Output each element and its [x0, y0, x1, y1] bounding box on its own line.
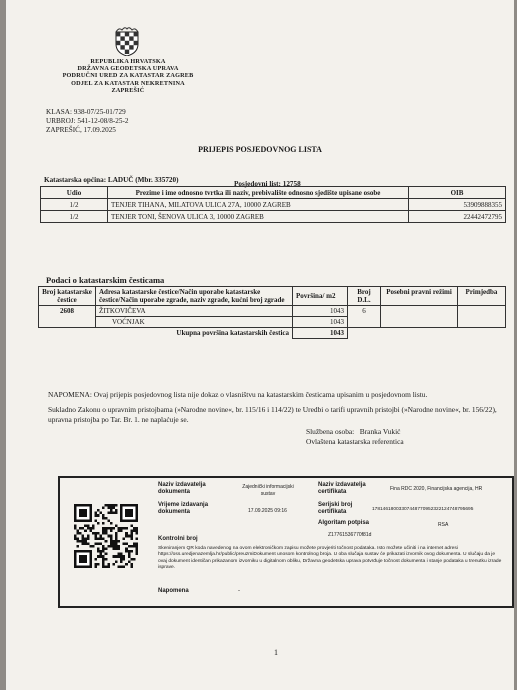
issuer-value: Zajednički informacijski sustav [242, 484, 294, 497]
document-title: PRIJEPIS POSJEDOVNOG LISTA [198, 145, 322, 154]
e-document-box [58, 476, 514, 608]
page-number: 1 [274, 648, 278, 657]
owner-cell: TENJER TIHANA, MILATOVA ULICA 27A, 10000 ZAGREB [108, 199, 409, 211]
remark-value: - [238, 588, 240, 594]
note-fee: Sukladno Zakonu o upravnim pristojbama (»Narodne novine«, br. 115/16 i 114/22) te Uredbi o tarifi upravnih pristojbi (»Narodne novine«, br. 156/22), upravna pristojba po Tar. Br. 1. ne naplaćuje se. [48, 405, 497, 424]
urbroj: URBROJ: 541-12-08/8-25-2 [46, 117, 129, 125]
control-label: Kontrolni broj [158, 536, 198, 542]
table-header-row [41, 187, 506, 199]
table-row [41, 199, 506, 211]
official-signature [306, 427, 404, 447]
table-header-row [39, 287, 506, 306]
document-page [6, 0, 514, 690]
municipality-label: Katastarska općina: [44, 176, 107, 184]
sheet-label: Posjedovni list: [234, 180, 281, 188]
serial-value: 17814618003307448770952322124748795695 [372, 507, 474, 512]
header-line: PODRUČNI URED ZA KATASTAR ZAGREB [62, 72, 194, 80]
remark-label: Napomena [158, 588, 189, 594]
table-row [41, 211, 506, 223]
share-cell: 1/2 [41, 199, 108, 211]
header-line: ZAPREŠIĆ [111, 86, 145, 94]
municipality-value: LADUČ (Mbr. 335720) [107, 176, 179, 184]
klasa: KLASA: 938-07/25-01/729 [46, 108, 126, 116]
coat-of-arms-icon [114, 26, 140, 56]
column-header: Prezime i ime odnosno tvrtka ili naziv, prebivalište odnosno sjedište upisane osobe [108, 187, 409, 199]
parcel-use: VOĆNJAK [96, 317, 293, 328]
sheet-value: 12758 [282, 180, 301, 188]
column-header: OIB [409, 187, 506, 199]
parcels-table [38, 286, 506, 339]
header-line: ODJEL ZA KATASTAR NEKRETNINA [71, 79, 185, 87]
algorithm-value: RSA [438, 522, 449, 528]
total-row [39, 328, 506, 339]
total-label: Ukupna površina katastarskih čestica [176, 329, 289, 338]
remark-cell [458, 306, 506, 328]
parcel-use-area: 1043 [293, 317, 348, 328]
oib-cell: 22442472795 [409, 211, 506, 223]
municipality [44, 176, 179, 184]
parcel-number: 2608 [39, 306, 96, 328]
owners-table [40, 186, 506, 223]
qr-explanation: Skeniranjem QR koda navedenog na ovom elektroničkom zapisu možete provjeriti točnost podataka. Isto možete učiniti i na internet adresi https://oss.uredjenazemlja.hr/public/preuzmiDokument unosom kontrolnog broja. U oba slučaja sustav će prikazati izvornik ovog dokumenta. U slučaju da je ovaj dokument identičan prikazanom izvorniku u digitalnom obliku, Državna geodetska uprava potvrđuje točnost dokumenta i stanje podataka u trenutku izrade isprave. [158, 546, 502, 571]
reference-block [46, 108, 128, 135]
share-cell: 1/2 [41, 211, 108, 223]
owner-cell: TENJER TONI, ŠENOVA ULICA 3, 10000 ZAGREB [108, 211, 409, 223]
qr-code-icon[interactable] [74, 504, 138, 568]
column-header: Površina/ m2 [293, 287, 348, 306]
official-name: Branka Vukić [359, 427, 401, 436]
cert-issuer-value: Fina RDC 2020, Financijska agencija, HR [390, 486, 483, 492]
algorithm-label: Algoritam potpisa [318, 520, 370, 526]
oib-cell: 53909888355 [409, 199, 506, 211]
control-value[interactable]: Z17761536770f81d [328, 532, 372, 538]
column-header: Posebni pravni režimi [381, 287, 458, 306]
note-ownership: NAPOMENA: Ovaj prijepis posjedovnog lista nije dokaz o vlasništvu na katastarskim česticama upisanim u posjedovnom listu. [48, 390, 428, 399]
column-header: Udio [41, 187, 108, 199]
official-label: Službena osoba: [306, 427, 355, 436]
time-value: 17.09.2025 09:16 [248, 508, 287, 514]
header-line: REPUBLIKA HRVATSKA [90, 58, 166, 65]
issuer-header [48, 58, 208, 94]
cert-issuer-label: Naziv izdavatelja certifikata [318, 482, 366, 495]
total-area: 1043 [293, 328, 348, 339]
serial-label: Serijski broj certifikata [318, 502, 353, 515]
time-label: Vrijeme izdavanja dokumenta [158, 502, 209, 515]
column-header: Broj D.L. [348, 287, 381, 306]
official-role: Ovlaštena katastarska referentica [306, 437, 404, 446]
special-regime-cell [381, 306, 458, 328]
parcels-title: Podaci o katastarskim česticama [46, 275, 165, 285]
parcel-area: 1043 [293, 306, 348, 317]
parcel-address: ŽITKOVIČEVA [96, 306, 293, 317]
column-header: Primjedba [458, 287, 506, 306]
column-header: Broj katastarske čestice [39, 287, 96, 306]
issuer-label: Naziv izdavatelja dokumenta [158, 482, 206, 495]
issue-date: ZAPREŠIĆ, 17.09.2025 [46, 126, 116, 134]
parcel-dl: 6 [348, 306, 381, 328]
header-line: DRŽAVNA GEODETSKA UPRAVA [77, 65, 179, 73]
column-header: Adresa katastarske čestice/Način uporabe katastarske čestice/Način uporabe zgrade, naziv zgrade, kućni broj zgrade [96, 287, 293, 306]
table-row [39, 306, 506, 317]
